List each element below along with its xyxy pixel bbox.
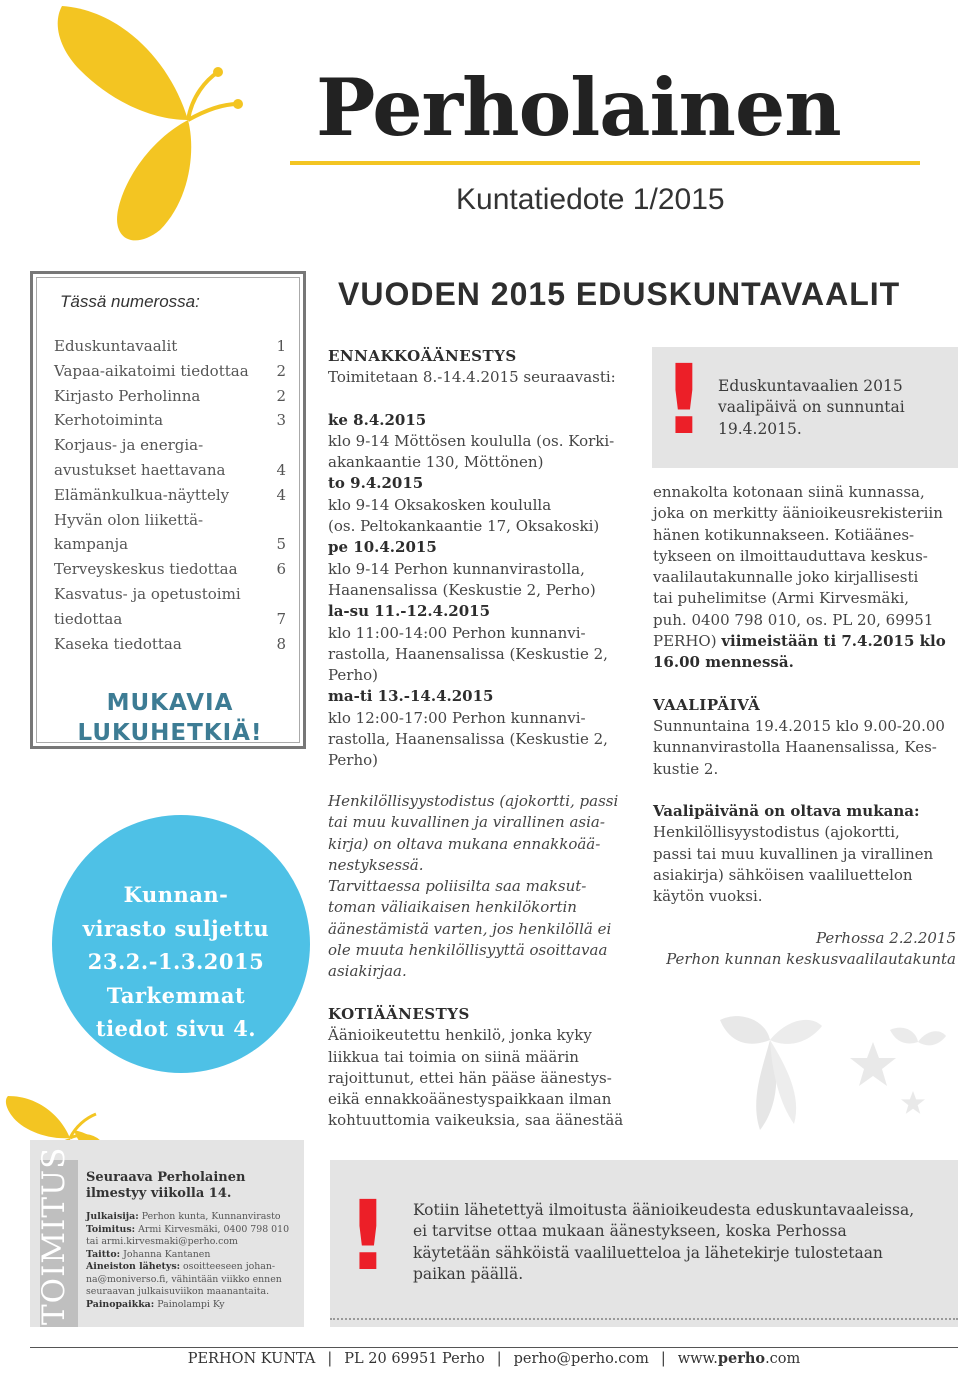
page-headline: VUODEN 2015 EDUSKUNTAVAALIT <box>338 276 901 312</box>
toc-item[interactable] <box>54 334 286 359</box>
footer-web-link[interactable] <box>678 1350 801 1367</box>
toc-item-page: 2 <box>276 386 286 405</box>
footer-separator: | <box>327 1350 333 1367</box>
advance-intro: Toimitetaan 8.-14.4.2015 seuraavasti: <box>328 368 616 387</box>
toc-item-title: Eduskuntavaalit <box>54 337 178 355</box>
section-heading: VAALIPÄIVÄ <box>653 695 761 714</box>
session-date: ke 8.4.2015 <box>328 410 427 429</box>
white-butterfly-icon <box>690 1000 950 1140</box>
divider <box>330 1318 958 1320</box>
session-info: klo 12:00-17:00 Perhon kunnanvi- rastolla, Haanensalissa (Keskustie 2, Perho) <box>328 708 608 770</box>
session-info: klo 9-14 Oksakosken koululla (os. Peltokankaantie 17, Oksakoski) <box>328 495 600 536</box>
toc-item-page: 7 <box>276 609 286 628</box>
publisher-line-value: Johanna Kantanen <box>120 1248 211 1260</box>
footer-rule <box>30 1347 958 1348</box>
toc-item-title: Korjaus- ja energia- avustukset haettavana <box>54 436 226 479</box>
bring-text: Henkilöllisyystodistus (ajokortti, passi tai muu kuvallinen ja virallinen asiakirja) sähköisen vaaliluettelon käytön vuoksi. <box>653 823 934 906</box>
toc-item-title: Kaseka tiedottaa <box>54 634 182 653</box>
toc-item-page: 4 <box>276 460 286 479</box>
toc-item-title: Kasvatus- ja opetustoimi tiedottaa <box>54 584 241 628</box>
footer-org: PERHON KUNTA <box>187 1350 316 1367</box>
advance-voting-section <box>328 346 628 772</box>
section-heading: ENNAKKOÄÄNESTYS <box>328 347 517 365</box>
publisher-line <box>86 1261 298 1299</box>
toc-item-page: 3 <box>276 411 286 430</box>
publisher-line-label: Toimitus: <box>86 1223 136 1235</box>
toc-item[interactable] <box>54 384 286 409</box>
signature: Perhossa 2.2.2015 Perhon kunnan keskusvaalilautakunta <box>666 929 956 969</box>
publisher-line <box>86 1211 298 1224</box>
publisher-line-label: Julkaisija: <box>86 1211 139 1222</box>
publisher-line-value: Armi Kirvesmäki, 0400 798 010 tai armi.kirvesmaki@perho.com <box>86 1223 290 1247</box>
toc-item-page: 8 <box>276 634 286 653</box>
session-date: pe 10.4.2015 <box>328 538 437 557</box>
office-closed-text: Kunnan- virasto suljettu 23.2.-1.3.2015 Tarkemmat tiedot sivu 4. <box>82 882 270 1041</box>
publisher-line-value: Perhon kunta, Kunnanvirasto <box>138 1211 281 1222</box>
publisher-tab-label: TOIMITUS <box>36 1146 72 1325</box>
deadline-text: viimeistään ti 7.4.2015 klo 16.00 mennessä. <box>653 632 946 672</box>
bring-section <box>653 801 958 907</box>
toc-item-title: Elämänkulkua-näyttely <box>54 485 230 504</box>
toc-item-page: 2 <box>276 361 286 380</box>
contents-title: Tässä numerossa: <box>60 292 200 311</box>
toc-item[interactable] <box>54 483 286 508</box>
toc-item-page: 1 <box>276 337 286 355</box>
session-info: klo 9-14 Möttösen koululla (os. Korki- akankaantie 130, Möttönen) <box>328 431 615 472</box>
toc-item-title: Hyvän olon liikettä- kampanja <box>54 510 204 554</box>
exclamation-icon: ! <box>346 1180 390 1292</box>
butterfly-icon <box>0 0 290 260</box>
section-heading: KOTIÄÄNESTYS <box>328 1005 470 1023</box>
masthead-rule <box>290 161 920 165</box>
election-date-text: Eduskuntavaalien 2015 vaalipäivä on sunnuntai 19.4.2015. <box>718 377 905 438</box>
toc-item[interactable] <box>54 508 286 558</box>
id-requirement-note: Henkilöllisyystodistus (ajokortti, passi tai muu kuvallinen ja virallinen asia- kirja) on oltava mukana ennakkoää- nestyksessä. Tarvittaessa poliisilta saa maksut- toman väliaikaisen henkilökortin äänestämistä varten, jos henkilöllä ei ole muuta henkilöllisyyttä osoittavaa asiakirjaa. <box>328 792 619 981</box>
publisher-line-value: osoitteeseen johan-na@moniverso.fi, vähintään viikko ennen seuraavan julkaisuviikon maanantaita. <box>86 1261 282 1297</box>
notice-text: Kotiin lähetettyä ilmoitusta äänioikeudesta eduskuntavaaleissa, ei tarvitse ottaa mukaan äänestykseen, koska Perhossa käytetään sähköistä vaaliluetteloa ja lähetekirje tulostetaan paikan päällä. <box>413 1201 915 1283</box>
issue-label: Kuntatiedote 1/2015 <box>456 183 725 216</box>
next-issue-text: Seuraava Perholainen ilmestyy viikolla 14. <box>86 1170 246 1201</box>
toc-item-title: Terveyskeskus tiedottaa <box>54 560 238 579</box>
toc-item[interactable] <box>54 359 286 384</box>
footer-address: PL 20 69951 Perho <box>344 1350 485 1367</box>
election-day-text: Sunnuntaina 19.4.2015 klo 9.00-20.00 kunnanvirastolla Haanensalissa, Kes- kustie 2. <box>653 716 945 778</box>
footer-web-prefix: www. <box>677 1351 718 1367</box>
footer <box>30 1350 958 1367</box>
toc-item-title: Kirjasto Perholinna <box>54 386 201 405</box>
footer-web-suffix: .com <box>765 1351 801 1367</box>
toc-item-page: 6 <box>276 560 286 579</box>
publisher-line <box>86 1249 298 1262</box>
masthead-title: Perholainen <box>316 61 841 154</box>
home-voting-continued <box>653 482 958 780</box>
publisher-line <box>86 1224 298 1249</box>
home-voting-section <box>328 1004 638 1132</box>
session-info: klo 9-14 Perhon kunnanvirastolla, Haanensalissa (Keskustie 2, Perho) <box>328 559 596 599</box>
footer-web-bold: perho <box>717 1350 766 1367</box>
home-voting-text: Äänioikeutettu henkilö, jonka kyky liikkua tai toimia on siinä määrin rajoittunut, ettei hän pääse äänestys- eikä ennakkoäänestyspaikkaan ilman kohtuuttomia vaikeuksia, saa äänestää <box>328 1026 624 1130</box>
toc-item-page: 4 <box>276 485 286 504</box>
publisher-details <box>86 1211 298 1311</box>
session-info: klo 11:00-14:00 Perhon kunnanvi- rastolla, Haanensalissa (Keskustie 2, Perho) <box>328 623 608 685</box>
section-heading: Vaalipäivänä on oltava mukana: <box>653 802 920 820</box>
publisher-line-label: Painopaikka: <box>86 1298 155 1310</box>
session-date: to 9.4.2015 <box>328 474 424 493</box>
star-icon <box>848 1040 898 1090</box>
toc-item-title: Kerhotoiminta <box>54 411 164 430</box>
home-voting-text: ennakolta kotonaan siinä kunnassa, joka on merkitty äänioikeusrekisteriin hänen kotikunnakseen. Kotiäänes- tykseen on ilmoittauduttava keskus- vaalilautakunnalle joko kirjallisesti tai puhelimitse (Armi Kirvesmäki, puh. 0400 798 010, os. PL 20, 69951 PERHO) <box>653 483 943 651</box>
footer-email-link[interactable]: perho@perho.com <box>513 1350 649 1367</box>
toc-item[interactable] <box>54 557 286 582</box>
publisher-line <box>86 1299 298 1312</box>
publisher-line-label: Aineiston lähetys: <box>86 1261 181 1272</box>
toc-item-title: Vapaa-aikatoimi tiedottaa <box>54 361 249 380</box>
toc-item[interactable] <box>54 632 286 657</box>
publisher-line-value: Painolampi Ky <box>154 1298 225 1310</box>
toc-item-page: 5 <box>276 535 286 554</box>
table-of-contents <box>54 334 286 656</box>
exclamation-icon: ! <box>662 344 706 456</box>
promo-text: MUKAVIA LUKUHETKIÄ! <box>77 690 263 746</box>
session-date: la-su 11.-12.4.2015 <box>328 602 491 621</box>
footer-separator: | <box>660 1350 666 1367</box>
star-icon <box>900 1090 926 1116</box>
session-date: ma-ti 13.-14.4.2015 <box>328 687 494 706</box>
toc-item[interactable] <box>54 582 286 632</box>
toc-item[interactable] <box>54 433 286 483</box>
publisher-line-label: Taitto: <box>86 1248 121 1260</box>
toc-item[interactable] <box>54 408 286 433</box>
footer-separator: | <box>496 1350 502 1367</box>
